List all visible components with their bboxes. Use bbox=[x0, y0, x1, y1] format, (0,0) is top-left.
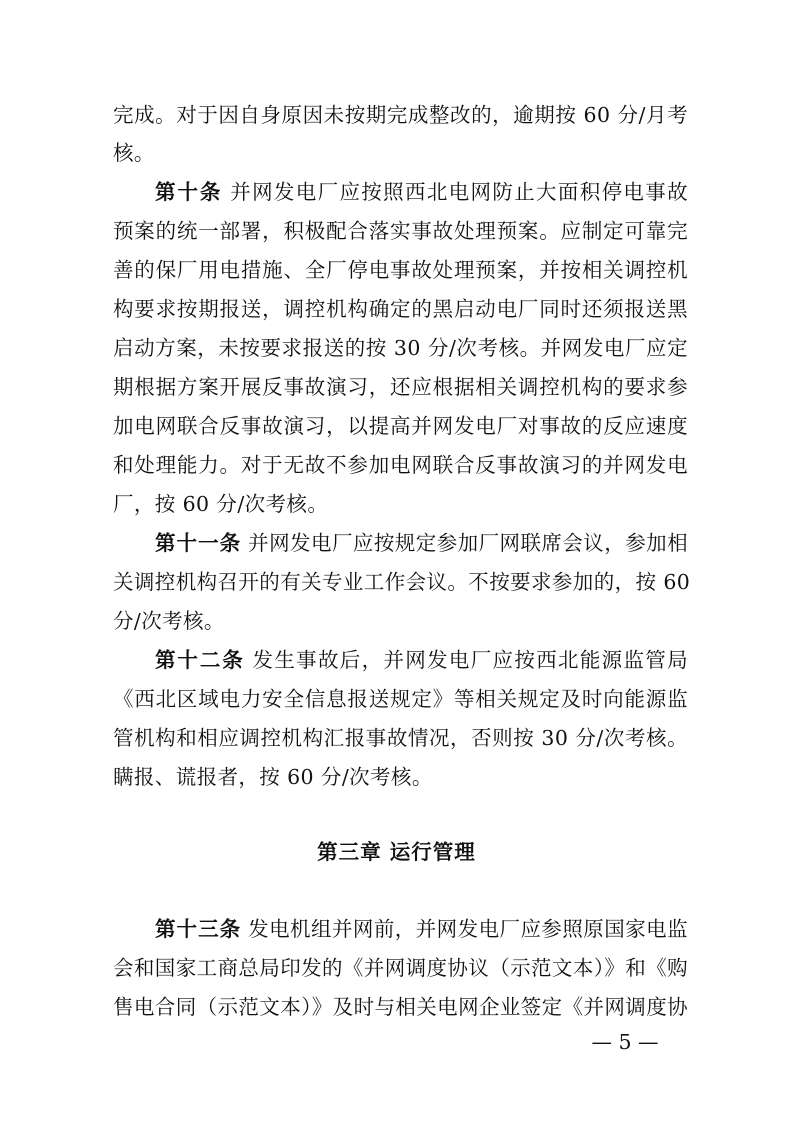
text-line: 和处理能力。对于无故不参加电网联合反事故演习的并网发电 bbox=[113, 453, 688, 477]
text-line: 期根据方案开展反事故演习，还应根据相关调控机构的要求参 bbox=[113, 375, 688, 399]
text-line: 关调控机构召开的有关专业工作会议。不按要求参加的，按 60 bbox=[113, 570, 691, 594]
text-line: 售电合同（示范文本）》及时与相关电网企业签定《并网调度协 bbox=[113, 995, 688, 1019]
text-line: 管机构和相应调控机构汇报事故情况，否则按 30 分/次考核。 bbox=[113, 726, 688, 750]
article-10-first-line: 第十条 并网发电厂应按照西北电网防止大面积停电事故 bbox=[155, 180, 689, 204]
text-line: 构要求按期报送，调控机构确定的黑启动电厂同时还须报送黑 bbox=[113, 297, 688, 321]
article-11-first-line: 第十一条 并网发电厂应按规定参加厂网联席会议，参加相 bbox=[155, 531, 688, 555]
chapter-title: 第三章 运行管理 bbox=[317, 840, 476, 864]
text-line: 瞒报、谎报者，按 60 分/次考核。 bbox=[113, 765, 433, 789]
text-line: 分/次考核。 bbox=[113, 609, 225, 633]
page-number: — 5 — bbox=[591, 1030, 659, 1054]
article-heading: 第十二条 bbox=[155, 648, 245, 672]
text-line: 核。 bbox=[113, 141, 155, 165]
text-line: 《西北区域电力安全信息报送规定》等相关规定及时向能源监 bbox=[113, 687, 688, 711]
text-line: 厂，按 60 分/次考核。 bbox=[113, 492, 329, 516]
text-line: 启动方案，未按要求报送的按 30 分/次考核。并网发电厂应定 bbox=[113, 336, 688, 360]
text-line: 加电网联合反事故演习，以提高并网发电厂对事故的反应速度 bbox=[113, 414, 688, 438]
article-heading: 第十条 bbox=[155, 180, 223, 204]
article-heading: 第十一条 bbox=[155, 531, 242, 555]
text-line: 会和国家工商总局印发的《并网调度协议（示范文本）》和《购 bbox=[113, 956, 688, 980]
text-line: 善的保厂用电措施、全厂停电事故处理预案，并按相关调控机 bbox=[113, 258, 688, 282]
article-13-first-line: 第十三条 发电机组并网前，并网发电厂应参照原国家电监 bbox=[155, 917, 688, 941]
text-line: 完成。对于因自身原因未按期完成整改的，逾期按 60 分/月考 bbox=[113, 103, 688, 127]
article-12-first-line: 第十二条 发生事故后，并网发电厂应按西北能源监管局 bbox=[155, 648, 689, 672]
text-line: 预案的统一部署，积极配合落实事故处理预案。应制定可靠完 bbox=[113, 219, 688, 243]
article-heading: 第十三条 bbox=[155, 917, 242, 941]
